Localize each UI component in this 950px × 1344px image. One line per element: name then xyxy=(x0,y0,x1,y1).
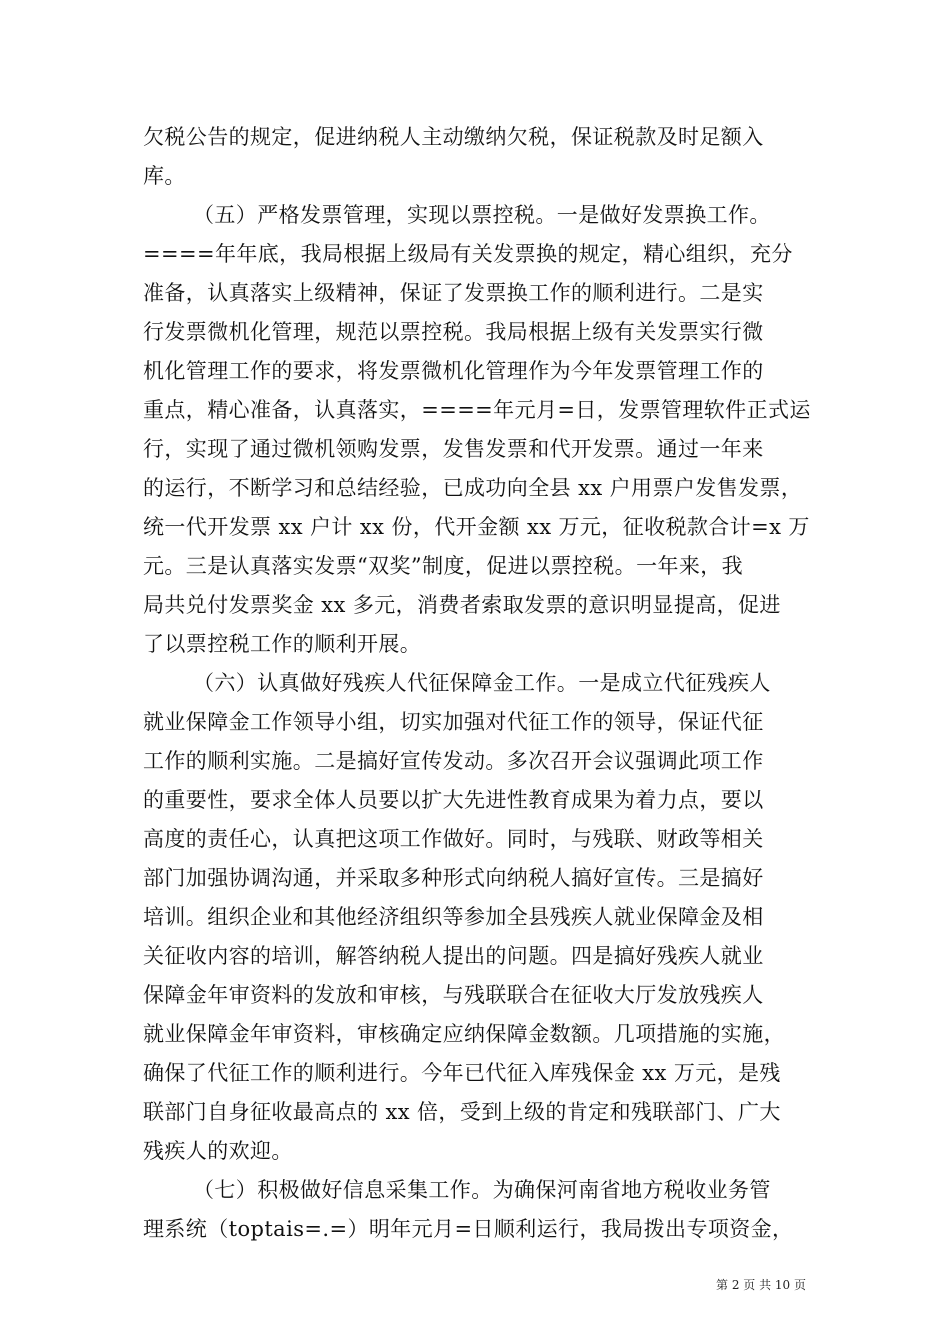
text-line: 的重要性，要求全体人员要以扩大先进性教育成果为着力点，要以 xyxy=(143,788,764,812)
text-line: 库。 xyxy=(143,164,186,188)
text-line: 了以票控税工作的顺利开展。 xyxy=(143,632,422,656)
text-line: 残疾人的欢迎。 xyxy=(143,1139,293,1163)
text-line: 理系统（toptais=.=）明年元月=日顺利运行，我局拨出专项资金， xyxy=(143,1217,794,1241)
text-line: 工作的顺利实施。二是搞好宣传发动。多次召开会议强调此项工作 xyxy=(143,749,764,773)
text-line: 行发票微机化管理，规范以票控税。我局根据上级有关发票实行微 xyxy=(143,320,764,344)
text-line: 的运行，不断学习和总结经验，已成功向全县 xx 户用票户发售发票， xyxy=(143,476,803,500)
section-7-heading-line: （七）积极做好信息采集工作。为确保河南省地方税收业务管 xyxy=(193,1178,771,1202)
text-line: 欠税公告的规定，促进纳税人主动缴纳欠税，保证税款及时足额入 xyxy=(143,125,764,149)
text-line: ====年年底，我局根据上级局有关发票换的规定，精心组织，充分 xyxy=(143,242,793,266)
document-body xyxy=(143,118,813,1249)
text-line: 部门加强协调沟通，并采取多种形式向纳税人搞好宣传。三是搞好 xyxy=(143,866,764,890)
section-6-heading-line: （六）认真做好残疾人代征保障金工作。一是成立代征残疾人 xyxy=(193,671,771,695)
page-footer xyxy=(0,1277,950,1293)
text-line: 重点，精心准备，认真落实，====年元月=日，发票管理软件正式运 xyxy=(143,398,811,422)
text-line: 培训。组织企业和其他经济组织等参加全县残疾人就业保障金及相 xyxy=(143,905,764,929)
text-line: 保障金年审资料的发放和审核，与残联联合在征收大厅发放残疾人 xyxy=(143,983,764,1007)
text-line: 统一代开发票 xx 户计 xx 份，代开金额 xx 万元，征收税款合计=x 万 xyxy=(143,515,810,539)
section-5-heading-line: （五）严格发票管理，实现以票控税。一是做好发票换工作。 xyxy=(193,203,771,227)
text-line: 元。三是认真落实发票“双奖”制度，促进以票控税。一年来，我 xyxy=(143,554,744,578)
text-line: 高度的责任心，认真把这项工作做好。同时，与残联、财政等相关 xyxy=(143,827,764,851)
text-line: 就业保障金年审资料，审核确定应纳保障金数额。几项措施的实施， xyxy=(143,1022,785,1046)
text-line: 联部门自身征收最高点的 xx 倍，受到上级的肯定和残联部门、广大 xyxy=(143,1100,781,1124)
text-line: 确保了代征工作的顺利进行。今年已代征入库残保金 xx 万元，是残 xyxy=(143,1061,781,1085)
text-line: 行，实现了通过微机领购发票，发售发票和代开发票。通过一年来 xyxy=(143,437,764,461)
text-line: 就业保障金工作领导小组，切实加强对代征工作的领导，保证代征 xyxy=(143,710,764,734)
text-line: 局共兑付发票奖金 xx 多元，消费者索取发票的意识明显提高，促进 xyxy=(143,593,781,617)
page-number: 第 2 页 共 10 页 xyxy=(716,1278,806,1292)
text-line: 机化管理工作的要求，将发票微机化管理作为今年发票管理工作的 xyxy=(143,359,764,383)
text-line: 准备，认真落实上级精神，保证了发票换工作的顺利进行。二是实 xyxy=(143,281,764,305)
text-line: 关征收内容的培训，解答纳税人提出的问题。四是搞好残疾人就业 xyxy=(143,944,764,968)
